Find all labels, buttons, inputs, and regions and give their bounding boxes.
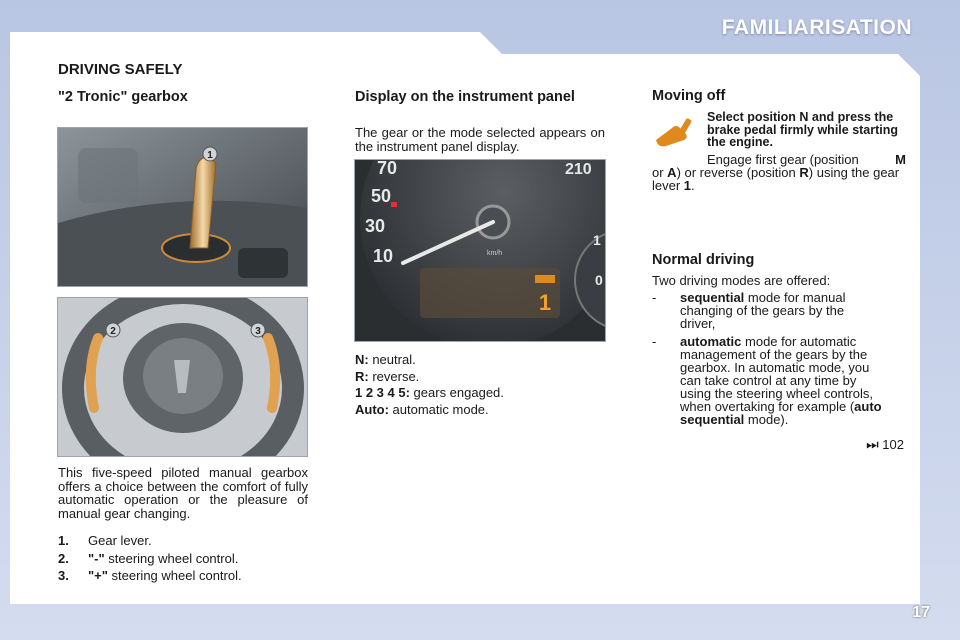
display-heading: Display on the instrument panel [355,89,575,105]
svg-text:1: 1 [593,232,601,248]
svg-text:70: 70 [377,160,398,178]
moving-off-heading: Moving off [652,88,726,104]
svg-text:0: 0 [595,272,603,288]
svg-text:30: 30 [365,216,386,236]
fast-forward-icon: ⏭ [866,436,879,452]
callout-1: 1 [207,150,213,161]
steering-wheel-photo [57,297,308,457]
list-item: - sequential mode for manual changing of the gears by the driver, [652,290,846,331]
list-item: N: neutral. [355,352,416,367]
instrument-panel-photo [354,159,606,342]
display-intro: The gear or the mode selected appears on the instrument panel display. [355,125,605,154]
page-number: 17 [912,604,930,621]
gearbox-items [58,530,308,583]
driving-modes [652,291,906,426]
display-legend [355,353,605,419]
page-reference[interactable]: ⏭ 102 [866,436,904,452]
gearbox-intro: This five-speed piloted manual gearbox offers a choice between the comfort of fully automatic operation or the pleasure of manual gear changing. [58,465,308,521]
list-item: 2. "-" steering wheel control. [58,550,239,566]
list-item: Auto: automatic mode. [355,401,489,417]
svg-text:50: 50 [371,186,392,206]
normal-driving-intro: Two driving modes are offered: [652,273,831,288]
section-title: DRIVING SAFELY [58,61,183,78]
list-item: 1. Gear lever. [58,533,152,548]
callout-2: 2 [110,326,116,337]
normal-driving-heading: Normal driving [652,252,755,268]
moving-off-warning: Select position N and press the brake pedal firmly while starting the engine. [707,110,899,149]
gearbox-heading: "2 Tronic" gearbox [58,89,188,105]
svg-text:10: 10 [373,246,394,266]
svg-text:km/h: km/h [487,250,503,257]
page-header-title: FAMILIARISATION [721,16,912,39]
list-item: 1 2 3 4 5: gears engaged. [355,385,504,400]
foot-brake-icon [652,114,696,150]
display-gear: 1 [538,290,552,315]
list-item: R: reverse. [355,368,420,384]
engage-instructions: Engage first gear (position M or A) or reverse (position R) using the gear lever 1. [652,152,906,193]
callout-3: 3 [255,326,261,337]
svg-text:210: 210 [565,161,592,178]
gear-lever-photo [57,127,308,287]
list-item: 3. "+" steering wheel control. [58,568,242,583]
list-item: - automatic mode for automatic management of the gears by the gearbox. In automatic mode, you can take control at any time by using the steering wheel controls, when overtaking for example (auto sequential mode). [652,334,882,427]
